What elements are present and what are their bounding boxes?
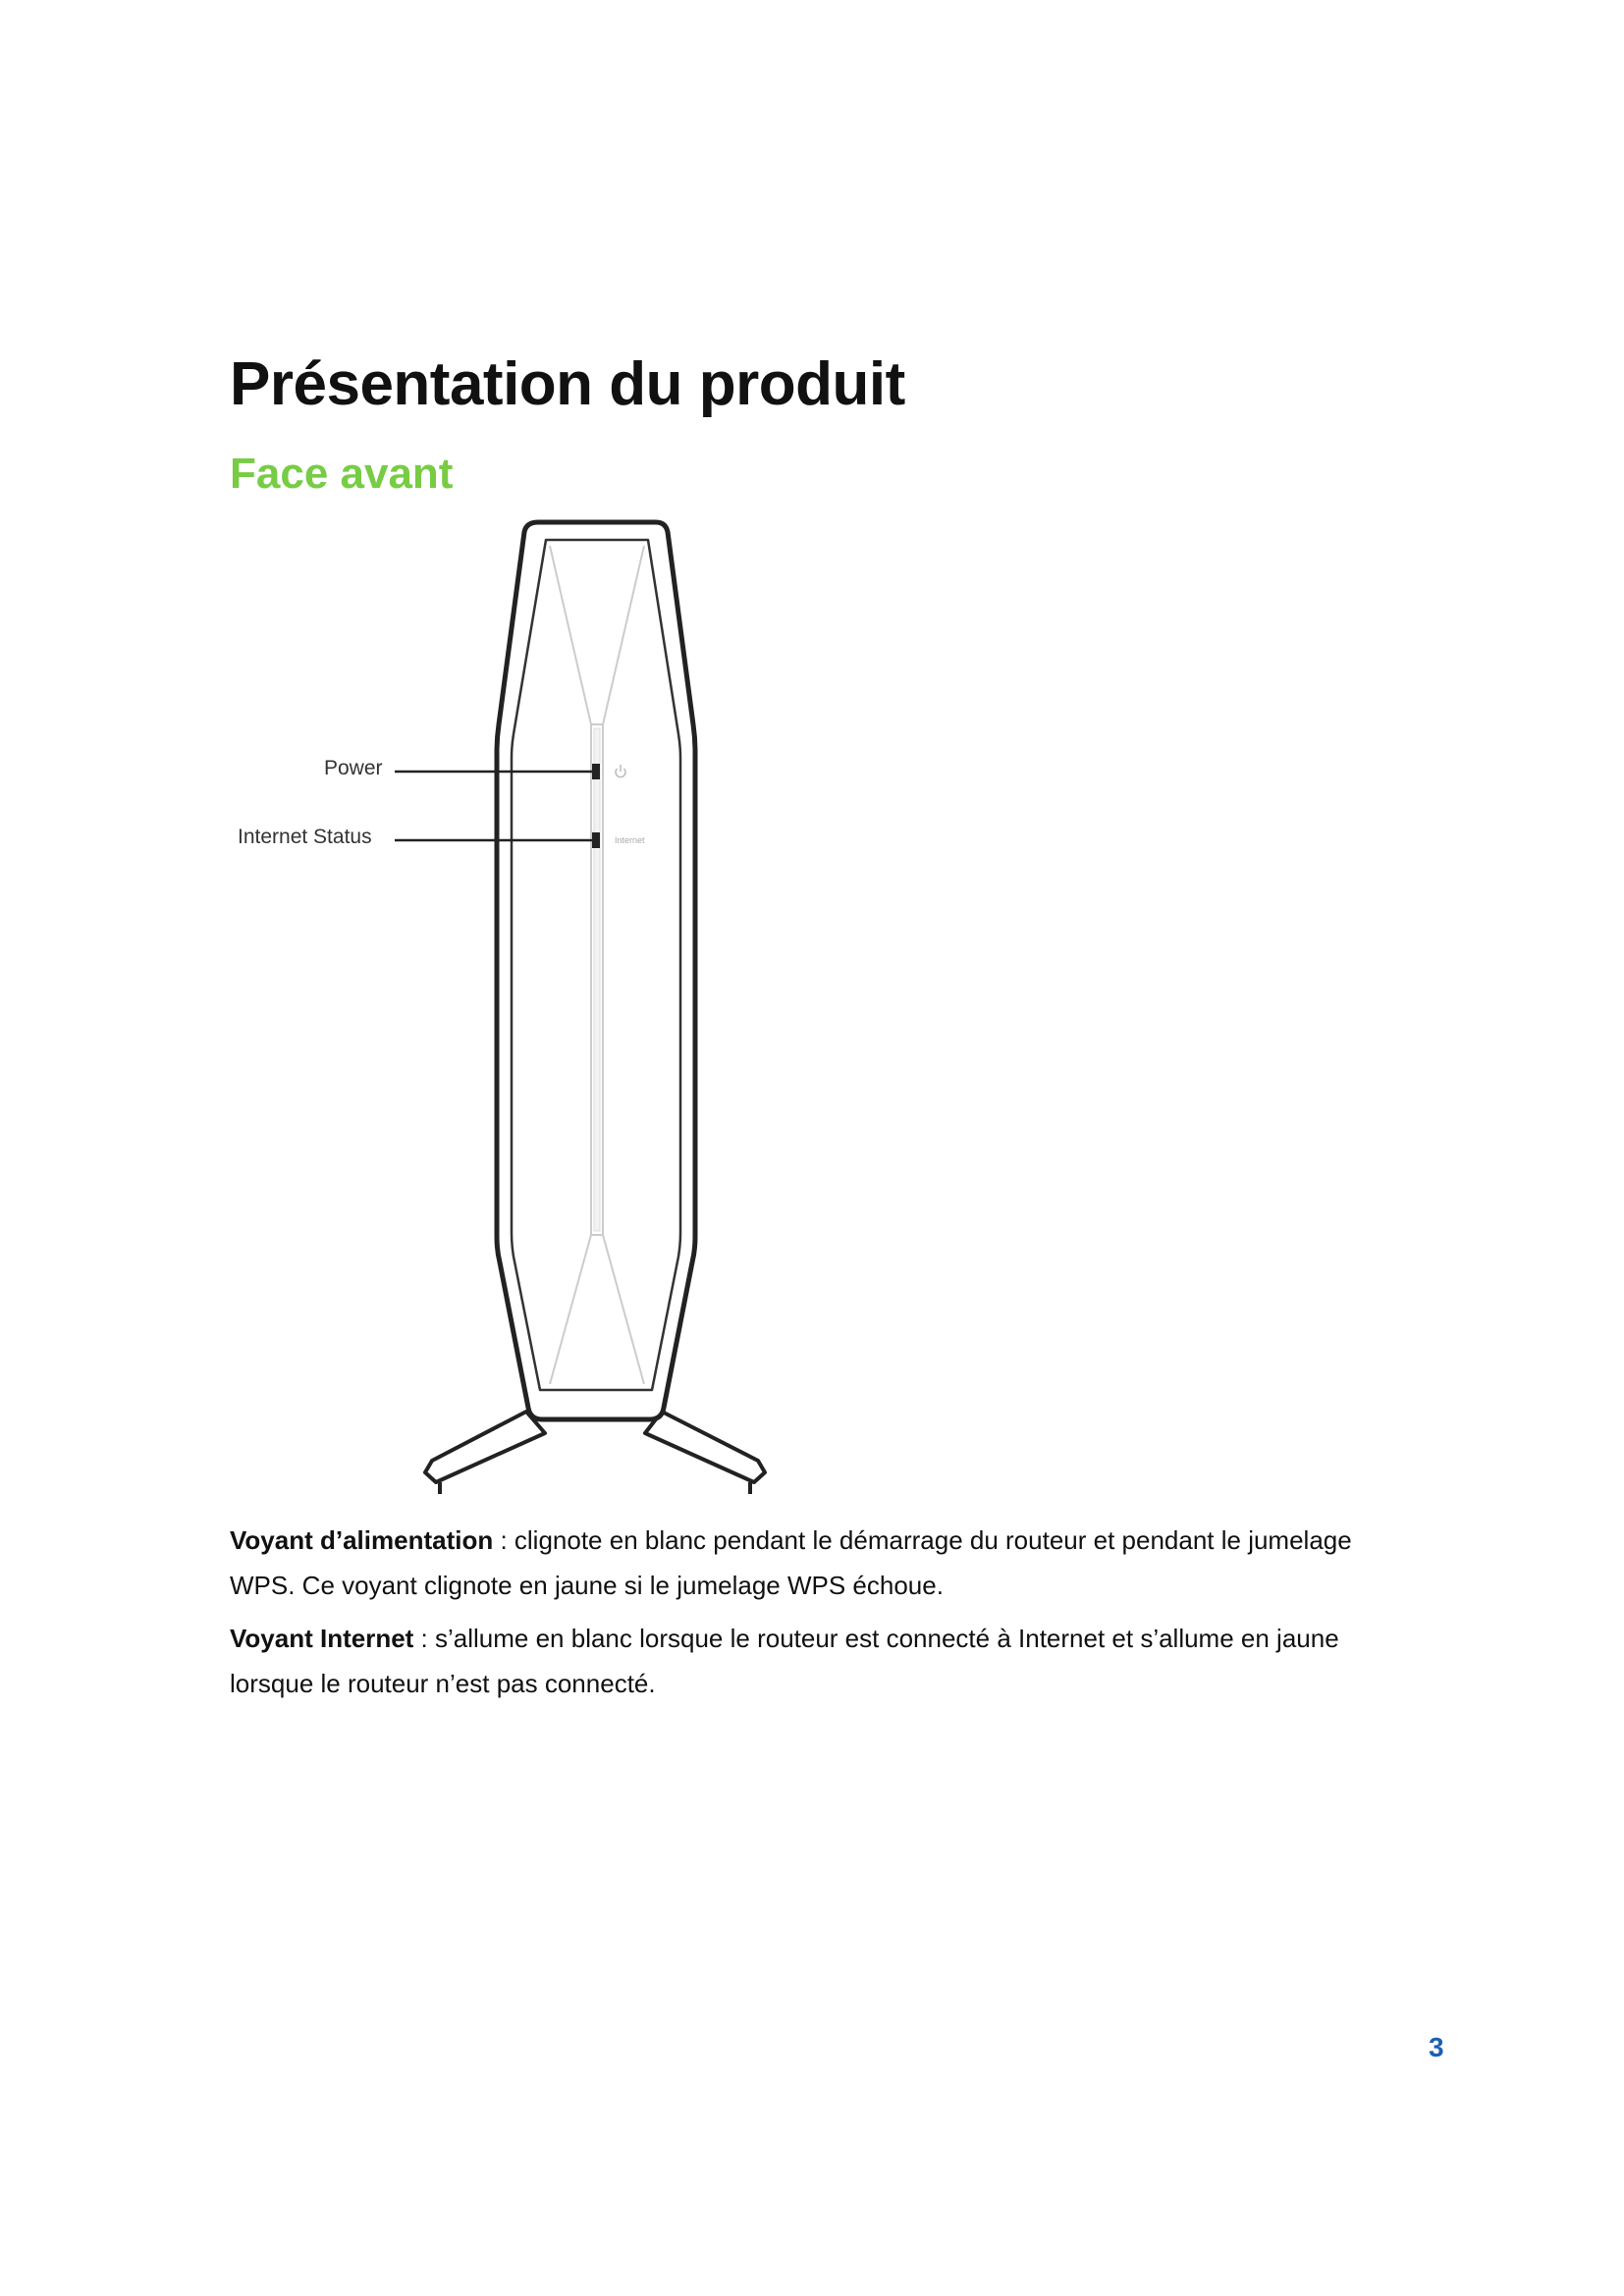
description-term: Voyant Internet (230, 1624, 414, 1653)
router-front-diagram (226, 510, 815, 1512)
power-led (592, 764, 600, 779)
device-marking-internet: Internet (615, 835, 645, 845)
description-internet-led (230, 1616, 1418, 1706)
description-text: : s’allume en blanc lorsque le routeur est connecté à Internet et s’allume en jaune lorsque le routeur n’est pas connecté. (230, 1624, 1339, 1698)
page-number: 3 (1429, 2032, 1444, 2062)
section-title: Face avant (230, 450, 454, 498)
led-light-pipe (594, 728, 600, 1231)
callout-label-power: Power (324, 757, 383, 779)
callout-label-internet-status: Internet Status (238, 826, 372, 848)
router-illustration (226, 510, 815, 1512)
description-power-led (230, 1518, 1418, 1608)
description-text: : clignote en blanc pendant le démarrage du routeur et pendant le jumelage WPS. Ce voyant clignote en jaune si le jumelage WPS échoue. (230, 1525, 1352, 1600)
page-title: Présentation du produit (230, 350, 905, 418)
internet-led (592, 832, 600, 848)
router-stand (425, 1412, 765, 1494)
description-term: Voyant d’alimentation (230, 1525, 494, 1555)
